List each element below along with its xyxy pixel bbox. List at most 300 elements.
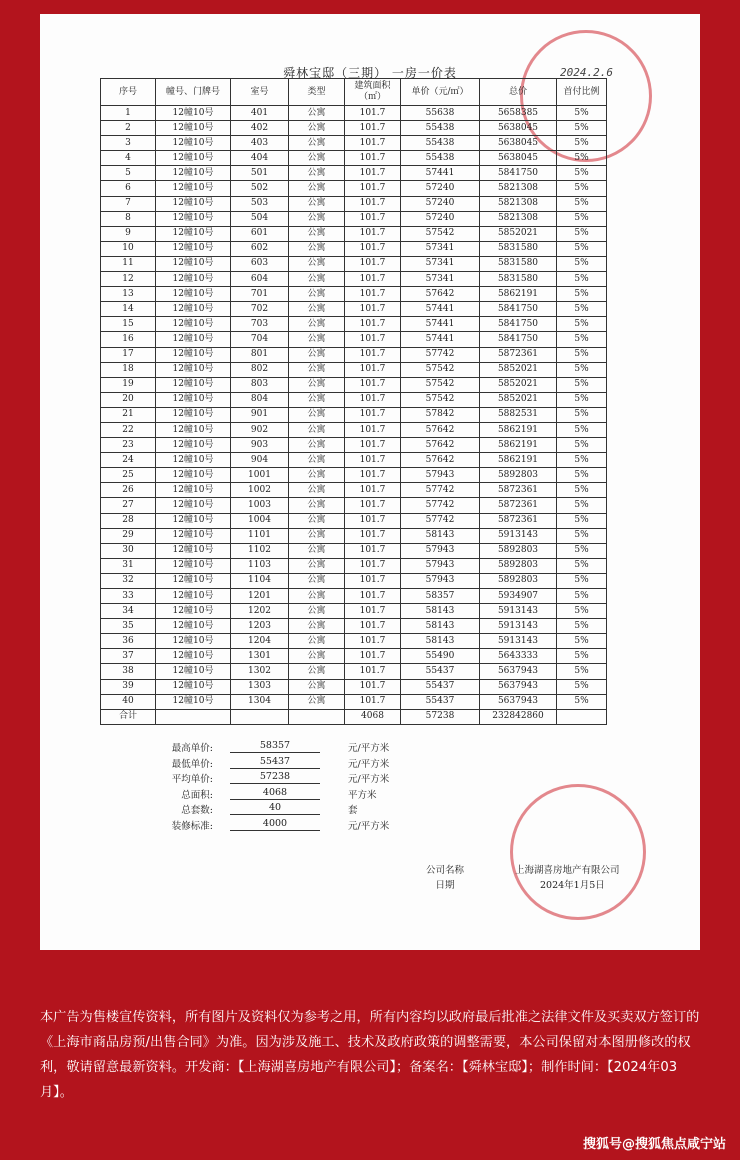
column-header: 幢号、门牌号 [156, 79, 231, 106]
table-cell: 1001 [231, 468, 289, 483]
table-cell: 503 [231, 196, 289, 211]
table-cell: 公寓 [289, 392, 345, 407]
table-cell: 20 [101, 392, 156, 407]
table-cell: 57742 [401, 498, 480, 513]
table-cell: 5% [557, 483, 607, 498]
table-cell: 公寓 [289, 317, 345, 332]
table-cell: 5 [101, 166, 156, 181]
table-cell: 40 [101, 694, 156, 709]
table-cell: 12幢10号 [156, 136, 231, 151]
table-cell: 5872361 [480, 513, 557, 528]
table-cell: 101.7 [345, 196, 401, 211]
table-cell: 1201 [231, 589, 289, 604]
table-cell: 57341 [401, 272, 480, 287]
table-cell: 55437 [401, 664, 480, 679]
table-cell: 12幢10号 [156, 483, 231, 498]
table-cell: 703 [231, 317, 289, 332]
table-cell: 101.7 [345, 589, 401, 604]
column-header: 单价（元/㎡） [401, 79, 480, 106]
table-cell: 5% [557, 121, 607, 136]
table-cell: 1102 [231, 543, 289, 558]
table-cell: 5862191 [480, 453, 557, 468]
company-label: 公司名称 [425, 865, 464, 876]
table-cell: 1103 [231, 558, 289, 573]
table-cell: 902 [231, 422, 289, 437]
table-cell: 5% [557, 241, 607, 256]
table-cell: 5% [557, 211, 607, 226]
table-cell: 16 [101, 332, 156, 347]
table-cell: 401 [231, 106, 289, 121]
table-row [101, 438, 607, 453]
table-cell: 公寓 [289, 558, 345, 573]
table-cell: 公寓 [289, 407, 345, 422]
table-cell: 31 [101, 558, 156, 573]
table-cell: 公寓 [289, 528, 345, 543]
table-cell: 101.7 [345, 528, 401, 543]
table-cell: 12幢10号 [156, 664, 231, 679]
table-row [101, 558, 607, 573]
table-cell: 57943 [401, 573, 480, 588]
table-cell: 57542 [401, 392, 480, 407]
table-cell: 公寓 [289, 422, 345, 437]
table-cell: 公寓 [289, 287, 345, 302]
table-cell: 5% [557, 106, 607, 121]
table-cell: 101.7 [345, 166, 401, 181]
table-cell: 5852021 [480, 392, 557, 407]
table-cell: 57742 [401, 513, 480, 528]
table-cell: 57943 [401, 468, 480, 483]
table-cell: 14 [101, 302, 156, 317]
table-cell: 5% [557, 453, 607, 468]
table-row [101, 513, 607, 528]
table-cell: 5% [557, 498, 607, 513]
table-cell: 5892803 [480, 558, 557, 573]
table-cell: 804 [231, 392, 289, 407]
table-cell: 1004 [231, 513, 289, 528]
table-cell: 12幢10号 [156, 679, 231, 694]
table-cell: 5892803 [480, 468, 557, 483]
table-cell: 33 [101, 589, 156, 604]
table-cell: 5841750 [480, 317, 557, 332]
table-cell: 57642 [401, 422, 480, 437]
table-cell: 5% [557, 226, 607, 241]
table-cell: 公寓 [289, 347, 345, 362]
table-cell: 55438 [401, 151, 480, 166]
table-cell: 12幢10号 [156, 347, 231, 362]
table-cell: 5637943 [480, 679, 557, 694]
table-cell: 101.7 [345, 634, 401, 649]
table-cell: 101.7 [345, 649, 401, 664]
table-cell: 12幢10号 [156, 106, 231, 121]
table-cell: 5% [557, 362, 607, 377]
table-cell: 5% [557, 573, 607, 588]
table-cell: 5913143 [480, 619, 557, 634]
summary-label: 总面积: [181, 789, 213, 801]
table-cell: 公寓 [289, 453, 345, 468]
table-cell: 12幢10号 [156, 513, 231, 528]
table-cell: 5841750 [480, 166, 557, 181]
column-header: 序号 [101, 79, 156, 106]
table-cell: 12幢10号 [156, 422, 231, 437]
table-cell: 101.7 [345, 121, 401, 136]
table-cell: 55438 [401, 136, 480, 151]
table-cell: 101.7 [345, 181, 401, 196]
table-cell: 5% [557, 438, 607, 453]
table-cell: 8 [101, 211, 156, 226]
table-row [101, 498, 607, 513]
source-watermark: 搜狐号@搜狐焦点咸宁站 [582, 1137, 726, 1152]
table-cell: 38 [101, 664, 156, 679]
table-cell: 公寓 [289, 302, 345, 317]
column-header: 总价 [480, 79, 557, 106]
table-cell: 公寓 [289, 332, 345, 347]
table-cell: 101.7 [345, 287, 401, 302]
table-cell: 57642 [401, 438, 480, 453]
table-cell: 402 [231, 121, 289, 136]
table-cell: 公寓 [289, 619, 345, 634]
table-cell: 12幢10号 [156, 392, 231, 407]
table-cell: 5% [557, 679, 607, 694]
table-row [101, 483, 607, 498]
table-row [101, 422, 607, 437]
total-cell [289, 709, 345, 724]
table-cell: 公寓 [289, 664, 345, 679]
table-row [101, 604, 607, 619]
table-cell: 7 [101, 196, 156, 211]
table-cell: 57341 [401, 241, 480, 256]
total-cell: 232842860 [480, 709, 557, 724]
table-cell: 4 [101, 151, 156, 166]
table-row [101, 468, 607, 483]
table-cell: 12幢10号 [156, 694, 231, 709]
table-cell: 55638 [401, 106, 480, 121]
summary-label: 最高单价: [171, 743, 213, 754]
table-cell: 5638045 [480, 136, 557, 151]
table-cell: 12幢10号 [156, 332, 231, 347]
table-cell: 5892803 [480, 573, 557, 588]
table-cell: 5% [557, 468, 607, 483]
table-cell: 5821308 [480, 181, 557, 196]
table-row [101, 407, 607, 422]
table-cell: 101.7 [345, 136, 401, 151]
table-cell: 901 [231, 407, 289, 422]
table-cell: 12幢10号 [156, 272, 231, 287]
table-cell: 55437 [401, 679, 480, 694]
table-cell: 55437 [401, 694, 480, 709]
table-row [101, 226, 607, 241]
table-cell: 12幢10号 [156, 573, 231, 588]
table-cell: 公寓 [289, 649, 345, 664]
table-row [101, 256, 607, 271]
date-label: 日期 [435, 880, 455, 891]
table-cell: 12幢10号 [156, 649, 231, 664]
table-cell: 101.7 [345, 468, 401, 483]
table-cell: 101.7 [345, 679, 401, 694]
table-cell: 5913143 [480, 634, 557, 649]
table-cell: 12幢10号 [156, 302, 231, 317]
table-cell: 101.7 [345, 573, 401, 588]
table-cell: 57742 [401, 483, 480, 498]
table-cell: 5% [557, 422, 607, 437]
table-cell: 公寓 [289, 483, 345, 498]
table-cell: 6 [101, 181, 156, 196]
table-row [101, 136, 607, 151]
table-cell: 12幢10号 [156, 241, 231, 256]
table-cell: 29 [101, 528, 156, 543]
table-cell: 5% [557, 136, 607, 151]
table-row [101, 573, 607, 588]
table-cell: 57542 [401, 377, 480, 392]
table-cell: 公寓 [289, 211, 345, 226]
table-cell: 1303 [231, 679, 289, 694]
summary-unit: 平方米 [348, 789, 377, 801]
table-cell: 2 [101, 121, 156, 136]
table-cell: 5852021 [480, 377, 557, 392]
table-cell: 1101 [231, 528, 289, 543]
issue-date: 2024年1月5日 [540, 880, 605, 891]
table-cell: 32 [101, 573, 156, 588]
company-name: 上海湖喜房地产有限公司 [515, 865, 620, 876]
table-cell: 公寓 [289, 106, 345, 121]
table-cell: 5913143 [480, 528, 557, 543]
table-cell: 12幢10号 [156, 166, 231, 181]
table-cell: 5% [557, 272, 607, 287]
table-cell: 501 [231, 166, 289, 181]
table-cell: 5841750 [480, 302, 557, 317]
table-cell: 1301 [231, 649, 289, 664]
table-cell: 5% [557, 664, 607, 679]
table-row [101, 151, 607, 166]
table-cell: 904 [231, 453, 289, 468]
price-table [100, 78, 607, 725]
table-cell: 55438 [401, 121, 480, 136]
table-cell: 18 [101, 362, 156, 377]
table-cell: 101.7 [345, 438, 401, 453]
total-cell: 合计 [101, 709, 156, 724]
table-cell: 802 [231, 362, 289, 377]
table-cell: 57441 [401, 166, 480, 181]
table-cell: 12 [101, 272, 156, 287]
table-cell: 1003 [231, 498, 289, 513]
table-cell: 12幢10号 [156, 543, 231, 558]
table-cell: 57441 [401, 302, 480, 317]
total-cell [231, 709, 289, 724]
table-row [101, 619, 607, 634]
price-list-document [40, 14, 700, 950]
table-cell: 704 [231, 332, 289, 347]
table-cell: 1104 [231, 573, 289, 588]
table-cell: 5% [557, 528, 607, 543]
table-row [101, 589, 607, 604]
table-row [101, 166, 607, 181]
table-cell: 公寓 [289, 151, 345, 166]
table-cell: 5841750 [480, 332, 557, 347]
table-cell: 24 [101, 453, 156, 468]
table-cell: 101.7 [345, 498, 401, 513]
table-cell: 101.7 [345, 543, 401, 558]
table-cell: 36 [101, 634, 156, 649]
table-row [101, 664, 607, 679]
table-cell: 12幢10号 [156, 226, 231, 241]
table-cell: 58143 [401, 528, 480, 543]
table-cell: 12幢10号 [156, 256, 231, 271]
table-cell: 101.7 [345, 453, 401, 468]
table-cell: 公寓 [289, 468, 345, 483]
table-cell: 58357 [401, 589, 480, 604]
table-row [101, 362, 607, 377]
table-cell: 101.7 [345, 664, 401, 679]
table-cell: 公寓 [289, 166, 345, 181]
table-cell: 5% [557, 407, 607, 422]
table-cell: 35 [101, 619, 156, 634]
table-cell: 5637943 [480, 694, 557, 709]
table-cell: 19 [101, 377, 156, 392]
table-cell: 101.7 [345, 558, 401, 573]
table-cell: 903 [231, 438, 289, 453]
table-cell: 58143 [401, 634, 480, 649]
total-cell: 57238 [401, 709, 480, 724]
table-cell: 5% [557, 513, 607, 528]
summary-unit: 元/平方米 [348, 820, 390, 832]
table-cell: 5862191 [480, 438, 557, 453]
table-cell: 702 [231, 302, 289, 317]
table-cell: 5% [557, 619, 607, 634]
table-cell: 5892803 [480, 543, 557, 558]
table-cell: 5% [557, 634, 607, 649]
table-row [101, 347, 607, 362]
table-cell: 57240 [401, 181, 480, 196]
table-cell: 701 [231, 287, 289, 302]
table-cell: 公寓 [289, 377, 345, 392]
table-cell: 1304 [231, 694, 289, 709]
column-header: 类型 [289, 79, 345, 106]
total-cell [156, 709, 231, 724]
table-cell: 公寓 [289, 362, 345, 377]
table-cell: 5913143 [480, 604, 557, 619]
summary-unit: 元/平方米 [348, 743, 390, 754]
table-cell: 101.7 [345, 392, 401, 407]
table-cell: 801 [231, 347, 289, 362]
table-cell: 5821308 [480, 211, 557, 226]
table-cell: 5% [557, 302, 607, 317]
table-cell: 101.7 [345, 347, 401, 362]
table-cell: 5638045 [480, 121, 557, 136]
table-cell: 5% [557, 151, 607, 166]
table-cell: 1002 [231, 483, 289, 498]
table-cell: 101.7 [345, 513, 401, 528]
table-cell: 公寓 [289, 181, 345, 196]
table-cell: 5% [557, 166, 607, 181]
table-cell: 101.7 [345, 377, 401, 392]
table-cell: 5638045 [480, 151, 557, 166]
summary-label: 装修标准: [171, 820, 213, 832]
table-cell: 12幢10号 [156, 468, 231, 483]
table-cell: 5% [557, 196, 607, 211]
table-cell: 601 [231, 226, 289, 241]
table-row [101, 211, 607, 226]
document-title: 舜林宝邸（三期） 一房一价表 [283, 66, 457, 80]
table-cell: 5831580 [480, 272, 557, 287]
table-cell: 58143 [401, 619, 480, 634]
column-header: 建筑面积（㎡） [345, 79, 401, 106]
table-cell: 5872361 [480, 498, 557, 513]
table-cell: 公寓 [289, 256, 345, 271]
table-cell: 57542 [401, 362, 480, 377]
table-cell: 57943 [401, 543, 480, 558]
table-cell: 12幢10号 [156, 196, 231, 211]
table-cell: 101.7 [345, 151, 401, 166]
table-cell: 13 [101, 287, 156, 302]
table-cell: 12幢10号 [156, 604, 231, 619]
table-cell: 5852021 [480, 226, 557, 241]
table-cell: 12幢10号 [156, 528, 231, 543]
table-cell: 101.7 [345, 302, 401, 317]
summary-unit: 元/平方米 [348, 758, 390, 770]
table-cell: 803 [231, 377, 289, 392]
table-row [101, 679, 607, 694]
table-cell: 101.7 [345, 211, 401, 226]
table-cell: 101.7 [345, 407, 401, 422]
table-cell: 12幢10号 [156, 634, 231, 649]
table-cell: 公寓 [289, 604, 345, 619]
table-cell: 57742 [401, 347, 480, 362]
table-body [101, 106, 607, 725]
table-cell: 5831580 [480, 256, 557, 271]
summary-label: 平均单价: [171, 774, 213, 785]
table-row [101, 694, 607, 709]
table-cell: 101.7 [345, 241, 401, 256]
table-cell: 5934907 [480, 589, 557, 604]
table-cell: 5% [557, 256, 607, 271]
table-cell: 101.7 [345, 272, 401, 287]
summary-unit: 元/平方米 [348, 774, 390, 785]
table-cell: 101.7 [345, 332, 401, 347]
table-cell: 17 [101, 347, 156, 362]
table-cell: 12幢10号 [156, 407, 231, 422]
table-cell: 5% [557, 287, 607, 302]
table-cell: 5862191 [480, 287, 557, 302]
table-cell: 101.7 [345, 483, 401, 498]
table-cell: 404 [231, 151, 289, 166]
table-cell: 12幢10号 [156, 317, 231, 332]
table-cell: 12幢10号 [156, 438, 231, 453]
table-cell: 57240 [401, 196, 480, 211]
table-cell: 公寓 [289, 196, 345, 211]
summary-value: 4068 [230, 787, 320, 800]
table-row [101, 196, 607, 211]
table-row [101, 634, 607, 649]
table-cell: 公寓 [289, 543, 345, 558]
table-cell: 57943 [401, 558, 480, 573]
table-cell: 12幢10号 [156, 362, 231, 377]
table-cell: 公寓 [289, 573, 345, 588]
table-cell: 公寓 [289, 121, 345, 136]
table-cell: 1202 [231, 604, 289, 619]
table-cell: 公寓 [289, 694, 345, 709]
table-cell: 57341 [401, 256, 480, 271]
table-cell: 25 [101, 468, 156, 483]
table-cell: 5% [557, 604, 607, 619]
table-cell: 5862191 [480, 422, 557, 437]
table-cell: 5% [557, 317, 607, 332]
summary-value: 55437 [230, 756, 320, 769]
table-cell: 5% [557, 649, 607, 664]
table-cell: 57441 [401, 332, 480, 347]
table-cell: 5% [557, 543, 607, 558]
table-cell: 5637943 [480, 664, 557, 679]
table-cell: 5658385 [480, 106, 557, 121]
table-row [101, 453, 607, 468]
